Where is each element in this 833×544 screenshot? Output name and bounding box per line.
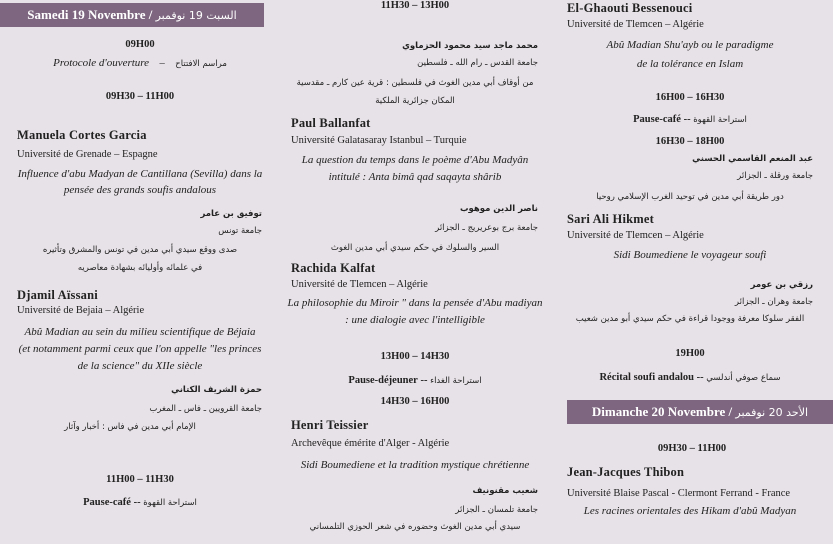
speaker-affiliation: Archevêque émérite d'Alger - Algérie	[291, 438, 450, 449]
day-header-ar: الأحد 20 نوفمبر	[735, 406, 809, 419]
break-sep: --	[683, 114, 691, 125]
time-slot: 16H30 – 18H00	[655, 136, 725, 147]
talk-title: من أوقاف أبي مدين الغوث في فلسطين : قرية عين كارم ـ مقدسية	[296, 78, 534, 88]
talk-title: الفقر سلوكا معرفة ووجودا قراءة في حكم سيدي أبو مدين شعيب	[575, 314, 805, 324]
coffee-break	[83, 495, 197, 511]
speaker-affiliation: جامعة القدس ـ رام الله ـ فلسطين	[417, 58, 538, 68]
talk-title: السير والسلوك في حكم سيدي أبي مدين الغوث	[330, 243, 500, 253]
talk-title: La question du temps dans le poème d'Abu Madyân	[301, 154, 529, 166]
opening-ar: مراسم الافتتاح	[175, 59, 227, 69]
day-header-ar: السبت 19 نوفمبر	[155, 9, 237, 22]
recital	[599, 370, 780, 386]
talk-title: Les racines orientales des Hikam d'abû Madyan	[583, 505, 797, 517]
break-fr: Pause-déjeuner	[348, 375, 418, 386]
speaker-name: Djamil Aïssani	[17, 288, 98, 302]
talk-title: Abû Madian Shu'ayb ou le paradigme	[606, 39, 774, 51]
talk-title: de la science" du XIIe siècle	[77, 360, 203, 372]
speaker-name: ناصر الدين موهوب	[459, 204, 538, 214]
speaker-affiliation: Université Galatasaray Istanbul – Turquie	[291, 135, 467, 146]
day-header-sunday	[567, 400, 833, 424]
talk-title: Sidi Boumediene le voyageur soufi	[613, 249, 767, 261]
day-header-fr: Dimanche 20 Novembre	[591, 404, 726, 419]
recital-ar: سماع صوفي أندلسي	[706, 373, 781, 383]
day-header-sep: /	[728, 404, 733, 419]
speaker-name: Paul Ballanfat	[291, 116, 371, 130]
speaker-affiliation: جامعة وهران ـ الجزائر	[734, 297, 813, 307]
talk-title: La philosophie du Miroir " dans la pensée d'Abu madiyan	[287, 297, 543, 309]
speaker-name: محمد ماجد سيد محمود الحزماوي	[402, 41, 538, 51]
speaker-affiliation: Université de Tlemcen – Algérie	[567, 230, 704, 241]
break-ar: استراحة القهوة	[693, 115, 747, 125]
speaker-affiliation: Université de Bejaia – Algérie	[17, 305, 145, 316]
coffee-break	[633, 112, 747, 128]
day-header-saturday	[0, 3, 264, 27]
speaker-name: Rachida Kalfat	[291, 261, 376, 275]
lunch-break	[348, 373, 481, 389]
break-ar: استراحة الغداء	[430, 376, 482, 386]
day-header-fr: Samedi 19 Novembre	[27, 7, 146, 22]
time-slot: 09H30 – 11H00	[657, 443, 727, 454]
talk-title: صدى ووقع سيدي أبي مدين في تونس والمشرق وتأثيره	[42, 245, 238, 255]
talk-title: المكان جزائرية الملكية	[375, 96, 455, 106]
speaker-name: توفيق بن عامر	[200, 209, 262, 219]
time-slot: 16H00 – 16H30	[655, 92, 725, 103]
speaker-name: El-Ghaouti Bessenouci	[567, 1, 693, 15]
speaker-affiliation: جامعة ورقلة ـ الجزائر	[737, 171, 813, 181]
speaker-affiliation: جامعة تلمسان ـ الجزائر	[455, 505, 538, 515]
talk-title: Sidi Boumediene et la tradition mystique chrétienne	[300, 459, 530, 471]
break-sep: --	[133, 497, 141, 508]
talk-title: سيدي أبي مدين الغوث وحضوره في شعر الحوزي التلمساني	[309, 522, 521, 532]
dash: –	[159, 58, 165, 69]
speaker-name: Manuela Cortes Garcia	[17, 128, 147, 142]
talk-title: : une dialogie avec l'intelligible	[345, 314, 485, 326]
talk-title: intitulé : Anta bimâ qad saqayta shârib	[328, 171, 502, 183]
day-header-sep: /	[148, 7, 153, 22]
speaker-name: عبد المنعم القاسمي الحسني	[692, 154, 813, 164]
opening-protocol	[53, 55, 227, 72]
speaker-affiliation: جامعة القرويين ـ فاس ـ المغرب	[149, 404, 262, 414]
break-ar: استراحة القهوة	[143, 498, 197, 508]
speaker-affiliation: Université de Grenade – Espagne	[17, 149, 158, 160]
time-slot: 09H30 – 11H00	[105, 91, 175, 102]
time-slot: 14H30 – 16H00	[380, 396, 450, 407]
talk-title: Abû Madian au sein du milieu scientifique de Béjaia	[24, 326, 256, 338]
talk-title: (et notamment parmi ceux que l'on appelle "les princes	[18, 343, 262, 355]
break-sep: --	[420, 375, 428, 386]
talk-title: Influence d'abu Madyan de Cantillana (Sevilla) dans la	[17, 168, 263, 180]
talk-title: الإمام أبي مدين في فاس : أخبار وآثار	[64, 422, 196, 432]
speaker-name: حمزة الشريف الكتاني	[171, 385, 262, 395]
break-fr: Pause-café	[633, 114, 681, 125]
recital-sep: --	[696, 372, 704, 383]
speaker-name: شعيب مقنونيف	[472, 486, 538, 496]
time-slot: 13H00 – 14H30	[380, 351, 450, 362]
speaker-affiliation: Université de Tlemcen – Algérie	[567, 19, 704, 30]
talk-title: في علمائه وأوليائه بشهادة معاصريه	[77, 263, 203, 273]
speaker-name: Jean-Jacques Thibon	[567, 465, 685, 479]
time-slot: 19H00	[675, 348, 705, 359]
speaker-name: رزقي بن عومر	[750, 280, 813, 290]
time-slot: 11H30 – 13H00	[380, 0, 450, 11]
speaker-affiliation: Université de Tlemcen – Algérie	[291, 279, 428, 290]
break-fr: Pause-café	[83, 497, 131, 508]
speaker-affiliation: جامعة برج بوعريريج ـ الجزائر	[435, 223, 538, 233]
talk-title: pensée des grands soufis andalous	[63, 184, 217, 196]
recital-fr: Récital soufi andalou	[599, 372, 694, 383]
talk-title: de la tolérance en Islam	[636, 58, 744, 70]
speaker-name: Henri Teissier	[291, 418, 369, 432]
speaker-name: Sari Ali Hikmet	[567, 212, 655, 226]
talk-title: دور طريقة أبي مدين في توحيد الغرب الإسلامي روحيا	[596, 192, 784, 202]
opening-fr: Protocole d'ouverture	[53, 57, 150, 69]
time-slot: 11H00 – 11H30	[106, 474, 174, 485]
speaker-affiliation: Université Blaise Pascal - Clermont Ferrand - France	[567, 488, 791, 499]
speaker-affiliation: جامعة تونس	[218, 226, 262, 236]
time-slot: 09H00	[125, 39, 155, 50]
